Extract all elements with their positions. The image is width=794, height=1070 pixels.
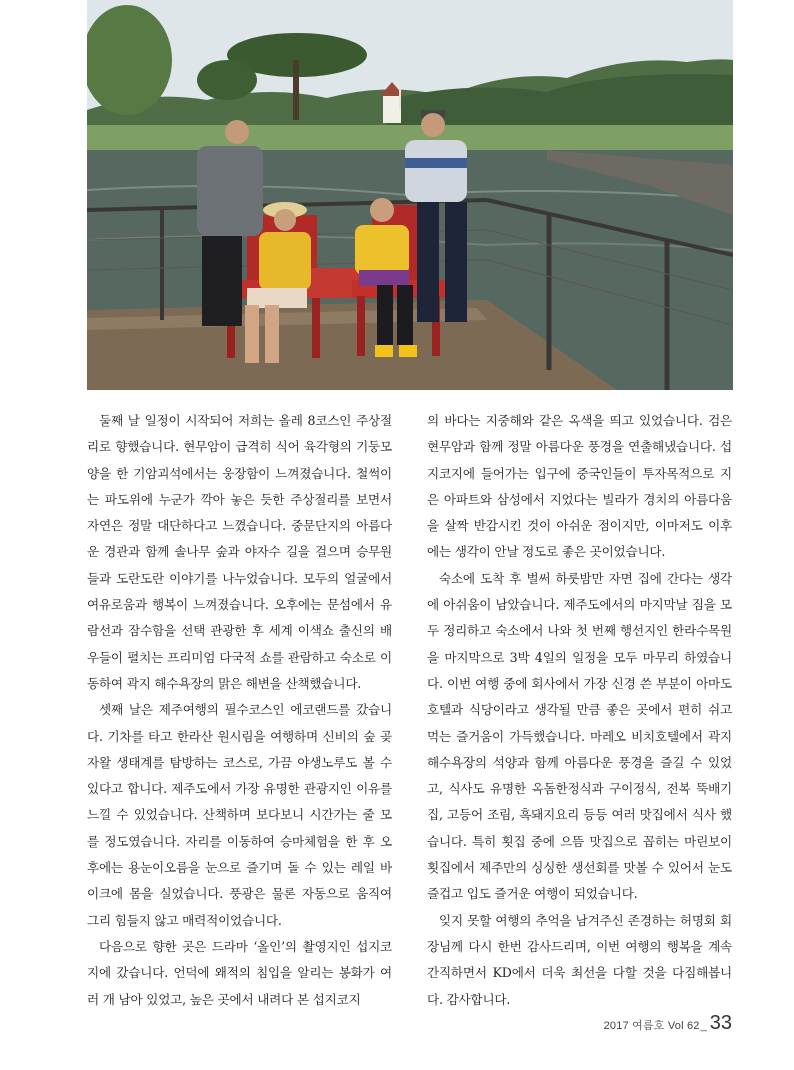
- article-paragraph: 둘째 날 일정이 시작되어 저희는 올레 8코스인 주상절리로 향했습니다. 현무암이 급격히 식어 육각형의 기둥모양을 한 기암괴석에서는 웅장함이 느껴졌습니다. 철썩이는 파도위에 누군가 깍아 놓은 듯한 주상절리를 보면서 자연은 정말 대단하다고 느꼈습니다. 중문단지의 아름다운 경관과 함께 솔나무 숲과 야자수 길을 걸으며 승무원들과 도란도란 이야기를 나누었습니다. 모두의 얼굴에서 여유로움과 행복이 느껴졌습니다. 오후에는 문섬에서 유람선과 잠수함을 선택 관광한 후 세계 이색쇼 출신의 배우들이 펼치는 프리미엄 다국적 쇼를 관람하고 숙소로 이동하여 곽지 해수욕장의 맑은 해변을 산책했습니다.: [87, 413, 392, 691]
- article-column-right: [427, 408, 732, 1013]
- article-photo: [87, 0, 733, 390]
- article-paragraph: 의 바다는 지중해와 같은 옥색을 띄고 있었습니다. 검은 현무암과 함께 정말 아름다운 풍경을 연출해냈습니다. 섭지코지에 들어가는 입구에 중국인들이 투자목적으로 지은 아파트와 삼성에서 지었다는 빌라가 경치의 아름다움을 살짝 반감시킨 것이 아쉬운 점이지만, 이마저도 이후에는 생각이 안날 정도로 좋은 곳이었습니다.: [427, 413, 732, 560]
- issue-label: 2017 여름호 Vol 62: [603, 1020, 700, 1032]
- footer-separator: _: [700, 1020, 707, 1032]
- article-paragraph: 잊지 못할 여행의 추억을 남겨주신 존경하는 허명회 회장님께 다시 한번 감사드리며, 이번 여행의 행복을 계속 간직하면서 KD에서 더욱 최선을 다할 것을 다짐해봅니다. 감사합니다.: [427, 912, 732, 1007]
- page-number: 33: [709, 1012, 732, 1034]
- article-paragraph: 숙소에 도착 후 벌써 하룻밤만 자면 집에 간다는 생각에 아쉬움이 남았습니다. 제주도에서의 마지막날 짐을 모두 정리하고 숙소에서 나와 첫 번째 행선지인 한라수목원을 마지막으로 3박 4일의 일정을 모두 마무리 하였습니다. 이번 여행 중에 회사에서 가장 신경 쓴 부분이 아마도 호텔과 식당이라고 생각될 만큼 좋은 곳에서 편히 쉬고 먹는 즐거움이 가득했습니다. 마레오 비치호텔에서 곽지 해수욕장의 석양과 함께 아름다운 풍경을 즐길 수 있었고, 식사도 유명한 옥돔한정식과 구이정식, 전복 뚝배기집, 고등어 조림, 흑돼지요리 등등 여러 맛집에서 식사 했습니다. 특히 횟집 중에 으뜸 맛집으로 꼽히는 마린보이 횟집에서 제주만의 싱싱한 생선회를 맛볼 수 있어서 눈도 즐겁고 입도 즐거운 여행이 되었습니다.: [427, 570, 732, 902]
- article-paragraph: 셋째 날은 제주여행의 필수코스인 에코랜드를 갔습니다. 기차를 타고 한라산 원시림을 여행하며 신비의 숲 곶자왈 생태계를 탐방하는 코스로, 가끔 야생노루도 볼 수 있다고 합니다. 제주도에서 가장 유명한 관광지인 이유를 느낄 수 있었습니다. 산책하며 보다보니 시간가는 줄 모를 정도였습니다. 자리를 이동하여 승마체험을 한 후 오후에는 용눈이오름을 눈으로 즐기며 돌 수 있는 레일 바이크에 몸을 실었습니다. 풍광은 물론 자동으로 움직여 그리 힘들지 않고 매력적이었습니다.: [87, 702, 392, 928]
- article-paragraph: 다음으로 향한 곳은 드라마 ‘올인’의 촬영지인 섭지코지에 갔습니다. 언덕에 왜적의 침입을 알리는 봉화가 여러 개 남아 있었고, 높은 곳에서 내려다 본 섭지코지: [87, 938, 392, 1007]
- page-footer: [604, 1012, 732, 1035]
- article-column-left: [87, 408, 392, 1013]
